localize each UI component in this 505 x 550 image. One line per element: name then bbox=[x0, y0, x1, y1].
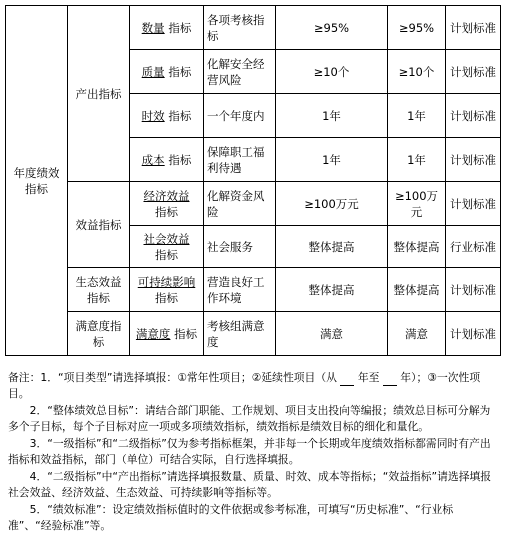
metric-content-cell: 一个年度内 bbox=[204, 94, 276, 138]
indicator-value-cell: 整体提高 bbox=[388, 268, 446, 312]
target-value-cell: 1年 bbox=[276, 94, 388, 138]
table-row bbox=[6, 268, 501, 312]
year-blank bbox=[340, 373, 354, 386]
level2-indicator-cell: 满意度指标 bbox=[68, 312, 130, 356]
standard-cell: 计划标准 bbox=[446, 50, 501, 94]
metric-content-cell: 化解资金风险 bbox=[204, 182, 276, 226]
standard-cell: 计划标准 bbox=[446, 268, 501, 312]
metric-name: 数量 bbox=[141, 20, 165, 35]
indicator-value-cell: 1年 bbox=[388, 138, 446, 182]
table-row bbox=[6, 312, 501, 356]
remarks-section bbox=[8, 370, 496, 535]
level2-indicator-cell: 效益指标 bbox=[68, 182, 130, 268]
level2-indicator-cell: 生态效益指标 bbox=[68, 268, 130, 312]
metric-name: 满意度 bbox=[135, 326, 171, 341]
indicator-value-cell: 整体提高 bbox=[388, 226, 446, 268]
metric-suffix: 指标 bbox=[168, 20, 192, 35]
level1-indicator-cell: 年度绩效指标 bbox=[6, 6, 68, 356]
table-row bbox=[6, 182, 501, 226]
metric-content-cell: 考核组满意度 bbox=[204, 312, 276, 356]
level3-indicator-cell bbox=[130, 50, 204, 94]
standard-cell: 计划标准 bbox=[446, 94, 501, 138]
metric-content-cell: 保障职工福利待遇 bbox=[204, 138, 276, 182]
metric-content-cell: 营造良好工作环境 bbox=[204, 268, 276, 312]
metric-name: 社会效益 bbox=[143, 231, 190, 246]
target-value-cell: ≥95% bbox=[276, 6, 388, 50]
target-value-cell: 整体提高 bbox=[276, 226, 388, 268]
standard-cell: 行业标准 bbox=[446, 226, 501, 268]
level3-indicator-cell bbox=[130, 138, 204, 182]
level3-indicator-cell bbox=[130, 312, 204, 356]
remark-1 bbox=[8, 370, 496, 402]
level2-indicator-cell: 产出指标 bbox=[68, 6, 130, 182]
indicator-value-cell: ≥95% bbox=[388, 6, 446, 50]
table-row bbox=[6, 6, 501, 50]
remark-1-text-a: 备注：1．“项目类型”请选择填报：①常年性项目；②延续性项目（从 bbox=[8, 371, 337, 384]
remark-4: 4．“二级指标”中“产出指标”请选择填报数量、质量、时效、成本等指标；“效益指标”请选择填报社会效益、经济效益、生态效益、可持续影响等指标等。 bbox=[8, 470, 492, 499]
indicator-value-cell: ≥10个 bbox=[388, 50, 446, 94]
level3-indicator-cell bbox=[130, 226, 204, 268]
metric-suffix: 指标 bbox=[155, 290, 178, 305]
metric-content-cell: 化解安全经营风险 bbox=[204, 50, 276, 94]
metric-name: 可持续影响 bbox=[137, 274, 196, 289]
metric-suffix: 指标 bbox=[174, 326, 198, 341]
remark-3: 3．“一级指标”和“二级指标”仅为参考指标框架，并非每一个长期或年度绩效指标都需同时有产出指标和效益指标，部门（单位）可结合实际，自行选择填报。 bbox=[8, 437, 491, 466]
remark-2: 2．“整体绩效总目标”：请结合部门职能、工作规划、项目支出投向等编报；绩效总目标可分解为多个子目标，每个子目标对应一项或多项绩效指标，绩效指标是绩效目标的细化和量化。 bbox=[8, 404, 491, 433]
metric-suffix: 指标 bbox=[155, 204, 178, 219]
indicator-value-cell: ≥100万元 bbox=[388, 182, 446, 226]
target-value-cell: ≥10个 bbox=[276, 50, 388, 94]
metric-name: 成本 bbox=[141, 152, 165, 167]
target-value-cell: ≥100万元 bbox=[276, 182, 388, 226]
target-value-cell: 1年 bbox=[276, 138, 388, 182]
level3-indicator-cell bbox=[130, 268, 204, 312]
metric-suffix: 指标 bbox=[168, 108, 192, 123]
metric-suffix: 指标 bbox=[168, 152, 192, 167]
standard-cell: 计划标准 bbox=[446, 182, 501, 226]
metric-content-cell: 各项考核指标 bbox=[204, 6, 276, 50]
remark-5: 5．“绩效标准”：设定绩效指标值时的文件依据或参考标准，可填写“历史标准”、“行业标准”、“经验标准”等。 bbox=[8, 503, 454, 532]
metric-suffix: 指标 bbox=[155, 247, 178, 262]
year-blank bbox=[383, 373, 397, 386]
remark-1-text-c: 年）；③一次性项目。 bbox=[8, 371, 481, 400]
performance-indicator-table bbox=[5, 5, 501, 356]
metric-name: 质量 bbox=[141, 64, 165, 79]
metric-suffix: 指标 bbox=[168, 64, 192, 79]
standard-cell: 计划标准 bbox=[446, 312, 501, 356]
target-value-cell: 整体提高 bbox=[276, 268, 388, 312]
metric-name: 时效 bbox=[141, 108, 165, 123]
target-value-cell: 满意 bbox=[276, 312, 388, 356]
indicator-value-cell: 1年 bbox=[388, 94, 446, 138]
standard-cell: 计划标准 bbox=[446, 138, 501, 182]
level3-indicator-cell bbox=[130, 6, 204, 50]
indicator-value-cell: 满意 bbox=[388, 312, 446, 356]
metric-content-cell: 社会服务 bbox=[204, 226, 276, 268]
standard-cell: 计划标准 bbox=[446, 6, 501, 50]
metric-name: 经济效益 bbox=[143, 188, 190, 203]
remark-1-text-b: 年至 bbox=[357, 371, 380, 384]
level3-indicator-cell bbox=[130, 94, 204, 138]
level3-indicator-cell bbox=[130, 182, 204, 226]
